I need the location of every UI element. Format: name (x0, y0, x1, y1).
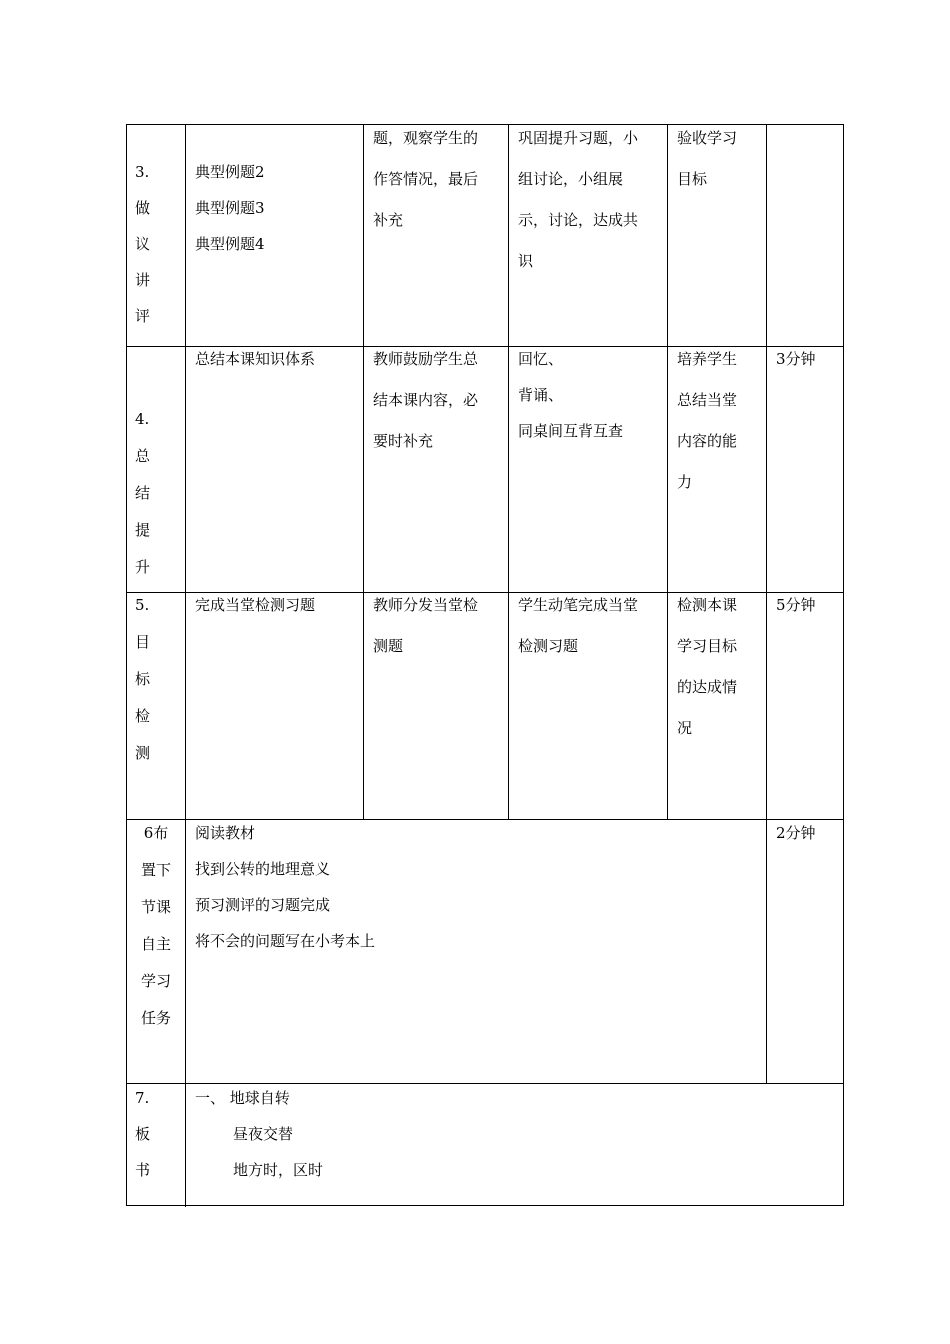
column-divider (667, 125, 668, 819)
teacher-activity-cell: 教师鼓励学生总 结本课内容，必 要时补充 (373, 350, 479, 450)
stage-label: 4. 总 结 提 升 (135, 410, 151, 576)
stage-label: 5. 目 标 检 测 (135, 596, 151, 762)
lesson-plan-table (126, 124, 844, 1206)
content-cell: 完成当堂检测习题 (195, 596, 316, 614)
column-divider (363, 125, 364, 819)
design-intent-cell: 验收学习 目标 (677, 129, 738, 188)
stage-label: 7. 板 书 (135, 1089, 151, 1179)
student-activity-cell: 巩固提升习题，小 组讨论，小组展 示，讨论，达成共 识 (518, 129, 639, 270)
content-cell: 典型例题2 典型例题3 典型例题4 (195, 163, 265, 253)
content-cell: 总结本课知识体系 (195, 350, 316, 368)
stage-label: 3. 做 议 讲 评 (135, 163, 151, 325)
time-cell: 3分钟 (776, 350, 816, 368)
row-divider (127, 819, 843, 820)
student-activity-cell: 回忆、 背诵、 同桌间互背互查 (518, 350, 624, 440)
teacher-activity-cell: 教师分发当堂检 测题 (373, 596, 479, 655)
column-divider (185, 125, 186, 1207)
row-divider (127, 1083, 843, 1084)
teacher-activity-cell: 题，观察学生的 作答情况，最后 补充 (373, 129, 479, 229)
student-activity-cell: 学生动笔完成当堂 检测习题 (518, 596, 639, 655)
blackboard-content-cell: 一、 地球自转 昼夜交替 地方时，区时 (195, 1089, 324, 1179)
design-intent-cell: 检测本课 学习目标 的达成情 况 (677, 596, 738, 737)
time-cell: 5分钟 (776, 596, 816, 614)
column-divider (508, 125, 509, 819)
stage-label: 6布 置下 节课 自主 学习 任务 (140, 824, 171, 1027)
design-intent-cell: 培养学生 总结当堂 内容的能 力 (677, 350, 738, 491)
time-cell: 2分钟 (776, 824, 816, 842)
column-divider (766, 125, 767, 1083)
content-cell: 阅读教材 找到公转的地理意义 预习测评的习题完成 将不会的问题写在小考本上 (195, 824, 376, 950)
